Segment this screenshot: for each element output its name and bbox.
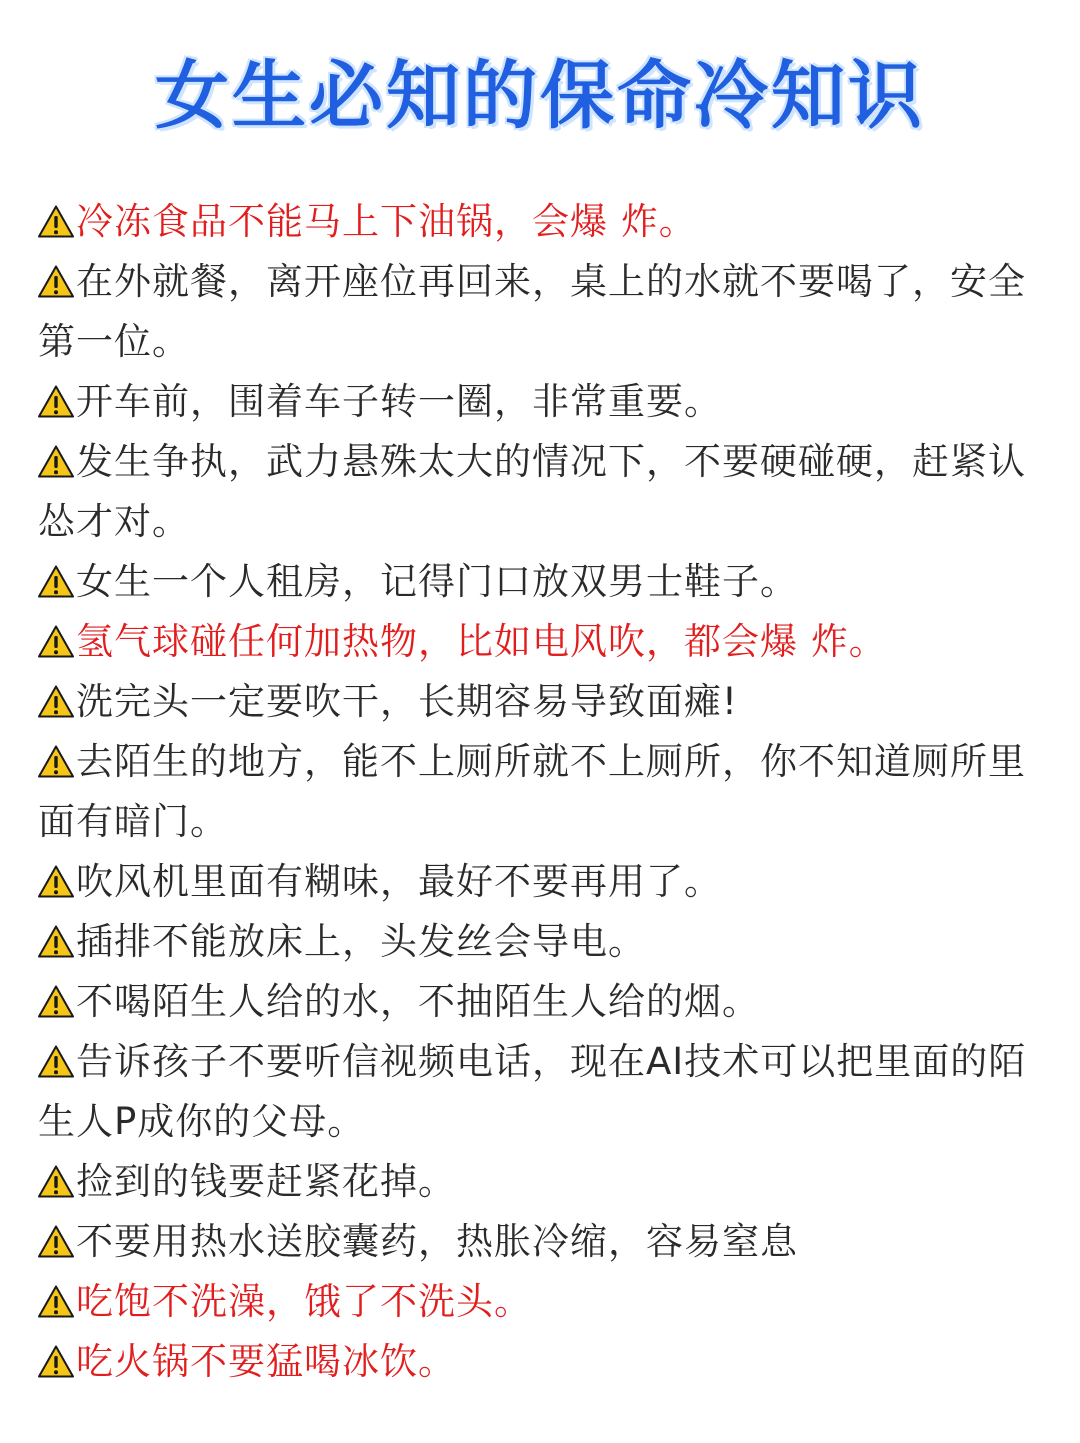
tip-text: 不喝陌生人给的水，不抽陌生人给的烟。 <box>76 980 760 1023</box>
tip-item <box>38 192 1042 252</box>
tip-text: 氢气球碰任何加热物，比如电风吹，都会爆 炸。 <box>76 620 887 663</box>
tip-item <box>38 852 1042 912</box>
tip-item <box>38 372 1042 432</box>
tip-item <box>38 1212 1042 1272</box>
tip-text: 发生争执，武力悬殊太大的情况下，不要硬碰硬，赶紧认怂才对。 <box>38 440 1026 543</box>
warning-icon <box>38 192 76 252</box>
tip-text: 吃饱不洗澡，饿了不洗头。 <box>76 1280 532 1323</box>
tip-item <box>38 1152 1042 1212</box>
tip-item <box>38 432 1042 552</box>
warning-icon <box>38 1272 76 1332</box>
warning-icon <box>38 252 76 312</box>
tip-item <box>38 972 1042 1032</box>
warning-icon <box>38 732 76 792</box>
page-title: 女生必知的保命冷知识 <box>155 53 925 139</box>
tip-text: 捡到的钱要赶紧花掉。 <box>76 1160 456 1203</box>
tip-text: 不要用热水送胶囊药，热胀冷缩，容易窒息 <box>76 1220 798 1263</box>
tip-item <box>38 1032 1042 1152</box>
tip-item <box>38 672 1042 732</box>
tip-item <box>38 1332 1042 1392</box>
warning-icon <box>38 432 76 492</box>
warning-icon <box>38 672 76 732</box>
warning-icon <box>38 612 76 672</box>
tip-text: 告诉孩子不要听信视频电话，现在AI技术可以把里面的陌生人P成你的父母。 <box>38 1040 1027 1143</box>
tip-item <box>38 912 1042 972</box>
tip-text: 去陌生的地方，能不上厕所就不上厕所，你不知道厕所里面有暗门。 <box>38 740 1026 843</box>
tip-text: 吃火锅不要猛喝冰饮。 <box>76 1340 456 1383</box>
warning-icon <box>38 552 76 612</box>
tip-text: 开车前，围着车子转一圈，非常重要。 <box>76 380 722 423</box>
tip-item <box>38 732 1042 852</box>
tip-item <box>38 252 1042 372</box>
tip-text: 吹风机里面有糊味，最好不要再用了。 <box>76 860 722 903</box>
tip-text: 插排不能放床上，头发丝会导电。 <box>76 920 646 963</box>
warning-icon <box>38 1212 76 1272</box>
tip-text: 冷冻食品不能马上下油锅，会爆 炸。 <box>76 200 697 243</box>
tip-item <box>38 1272 1042 1332</box>
tip-item <box>38 552 1042 612</box>
warning-icon <box>38 1032 76 1092</box>
warning-icon <box>38 372 76 432</box>
tip-item <box>38 612 1042 672</box>
tip-text: 洗完头一定要吹干，长期容易导致面瘫! <box>76 680 738 723</box>
warning-icon <box>38 912 76 972</box>
warning-icon <box>38 972 76 1032</box>
warning-icon <box>38 852 76 912</box>
tip-text: 女生一个人租房，记得门口放双男士鞋子。 <box>76 560 798 603</box>
tips-list <box>38 192 1042 1392</box>
tip-text: 在外就餐，离开座位再回来，桌上的水就不要喝了，安全第一位。 <box>38 260 1026 363</box>
warning-icon <box>38 1332 76 1392</box>
warning-icon <box>38 1152 76 1212</box>
